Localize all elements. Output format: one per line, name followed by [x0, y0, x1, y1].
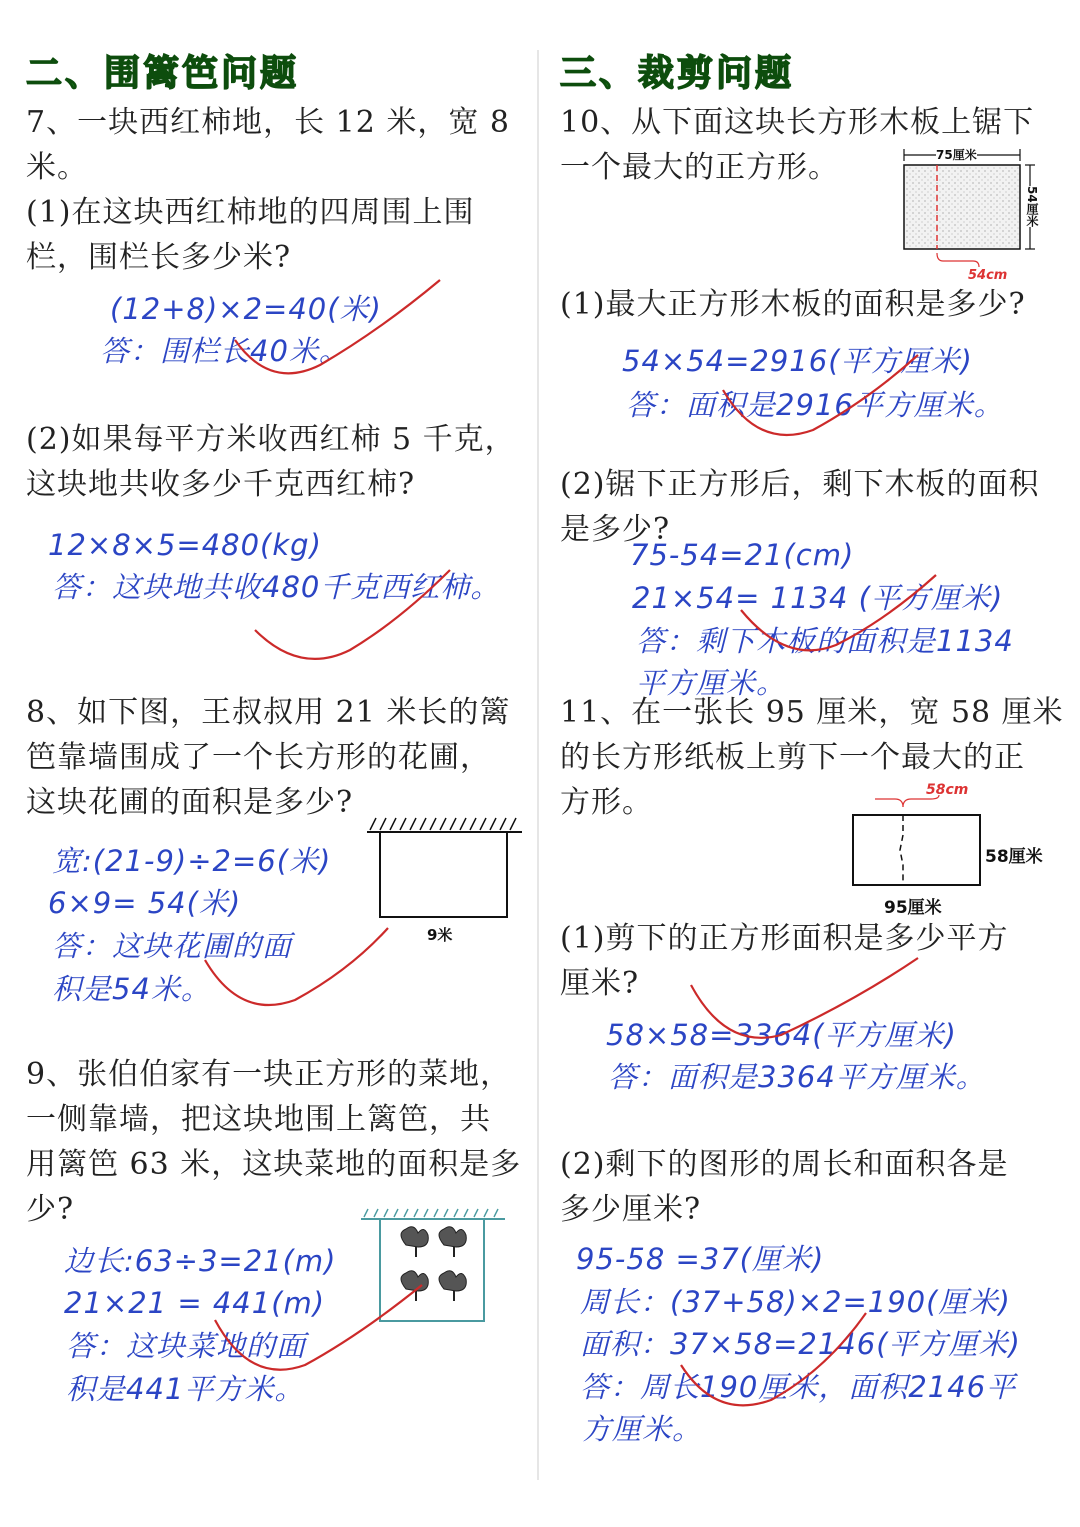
q10-part2-line1: (2)锯下正方形后，剩下木板的面积	[560, 467, 1040, 502]
q10-line1: 10、从下面这块长方形木板上锯下	[560, 105, 1035, 140]
q9-line3: 用篱笆 63 米，这块菜地的面积是多	[26, 1147, 522, 1182]
q9-line1: 9、张伯伯家有一块正方形的菜地，	[26, 1057, 512, 1092]
q7-check-mark-1	[230, 275, 450, 385]
q10-figure-side-label: 54厘米	[1025, 186, 1039, 227]
q9-line2: 一侧靠墙，把这块地围上篱笆，共	[26, 1102, 491, 1137]
q7-part2-line2: 这块地共收多少千克西红柿?	[26, 467, 416, 502]
q10-figure-note: 54cm	[968, 268, 1008, 283]
q11-part1-line2: 厘米?	[560, 966, 640, 1001]
q7-answer1-text: 答：围栏长40米。	[100, 334, 349, 368]
q8-line2: 笆靠墙围成了一个长方形的花圃，	[26, 740, 491, 775]
q8-garden-figure	[362, 815, 532, 925]
q9-answer-line2: 21×21 = 441(m)	[64, 1286, 326, 1320]
section-title-cutting: 三、裁剪问题	[560, 53, 795, 94]
q9-answer-line3: 答：这块菜地的面	[66, 1329, 307, 1363]
q11-figure-side-label: 58厘米	[985, 847, 1043, 867]
q9-check-mark	[210, 1280, 430, 1390]
q8-line3: 这块花圃的面积是多少?	[26, 785, 354, 820]
q11-check-mark-2	[676, 1310, 886, 1420]
q8-line1: 8、如下图，王叔叔用 21 米长的篱	[26, 695, 511, 730]
q11-check-mark-1	[686, 955, 926, 1065]
q10-check-mark-1	[718, 350, 928, 450]
q8-answer-line4: 积是54米。	[52, 972, 211, 1006]
q9-line4: 少?	[26, 1192, 75, 1227]
section-title-fence: 二、围篱笆问题	[26, 53, 300, 94]
q10-part1: (1)最大正方形木板的面积是多少?	[560, 287, 1026, 322]
q11-figure-bottom-label: 95厘米	[884, 898, 942, 918]
q10-answer2-line2: 21×54= 1134 (平方厘米)	[632, 581, 1004, 615]
q9-answer-line1: 边长:63÷3=21(m)	[64, 1244, 337, 1278]
q10-figure-top-label: 75厘米	[936, 148, 977, 162]
q11-cardboard-figure	[848, 795, 988, 895]
q7-stem-line1: 7、一块西红柿地，长 12 米，宽 8	[26, 105, 510, 140]
q9-answer-line4: 积是441平方米。	[66, 1372, 305, 1406]
q11-part2-line2: 多少厘米?	[560, 1192, 702, 1227]
q11-line3: 方形。	[560, 785, 653, 820]
q8-check-mark	[200, 925, 400, 1015]
q7-answer2-calc: 12×8×5=480(kg)	[48, 528, 322, 562]
q10-answer2-line4: 平方厘米。	[636, 666, 787, 700]
q11-part2-line1: (2)剩下的图形的周长和面积各是	[560, 1147, 1009, 1182]
q7-answer2-text: 答：这块地共收480千克西红柿。	[52, 570, 501, 604]
q8-figure-label: 9米	[427, 926, 453, 944]
q11-figure-note: 58cm	[926, 782, 969, 798]
q11-answer2-line4: 答：周长190厘米，面积2146平	[580, 1370, 1017, 1404]
q8-answer-line1: 宽:(21-9)÷2=6(米)	[52, 844, 332, 878]
q10-line2: 一个最大的正方形。	[560, 150, 839, 185]
q11-answer1-text: 答：面积是3364平方厘米。	[608, 1060, 986, 1094]
q10-answer1-calc: 54×54=2916(平方厘米)	[622, 344, 973, 378]
q10-check-mark-2	[736, 570, 946, 670]
q7-stem-line2: 米。	[26, 150, 88, 185]
q10-answer2-line3: 答：剩下木板的面积是1134	[636, 624, 1014, 658]
q8-answer-line3: 答：这块花圃的面	[52, 929, 293, 963]
q11-answer2-line1: 95-58 =37(厘米)	[576, 1242, 825, 1276]
q7-answer1-calc: (12+8)×2=40(米)	[110, 292, 382, 326]
q10-answer1-text: 答：面积是2916平方厘米。	[626, 388, 1004, 422]
q7-part1-line2: 栏，围栏长多少米?	[26, 240, 292, 275]
q11-line1: 11、在一张长 95 厘米，宽 58 厘米	[560, 695, 1064, 730]
column-divider	[537, 50, 539, 1480]
q11-answer2-line5: 方厘米。	[582, 1412, 703, 1446]
q11-answer1-calc: 58×58=3364(平方厘米)	[606, 1018, 957, 1052]
q7-part1-line1: (1)在这块西红柿地的四周围上围	[26, 195, 475, 230]
q10-part2-line2: 是多少?	[560, 512, 671, 547]
q11-line2: 的长方形纸板上剪下一个最大的正	[560, 740, 1025, 775]
q7-check-mark-2	[250, 565, 470, 675]
q7-part2-line1: (2)如果每平方米收西红柿 5 千克，	[26, 422, 516, 457]
q8-answer-line2: 6×9= 54(米)	[48, 886, 242, 920]
q11-answer2-line2: 周长：(37+58)×2=190(厘米)	[580, 1285, 1011, 1319]
q11-part1-line1: (1)剪下的正方形面积是多少平方	[560, 921, 1009, 956]
q10-answer2-line1: 75-54=21(cm)	[630, 538, 855, 572]
q11-answer2-line3: 面积：37×58=2146(平方厘米)	[580, 1327, 1021, 1361]
